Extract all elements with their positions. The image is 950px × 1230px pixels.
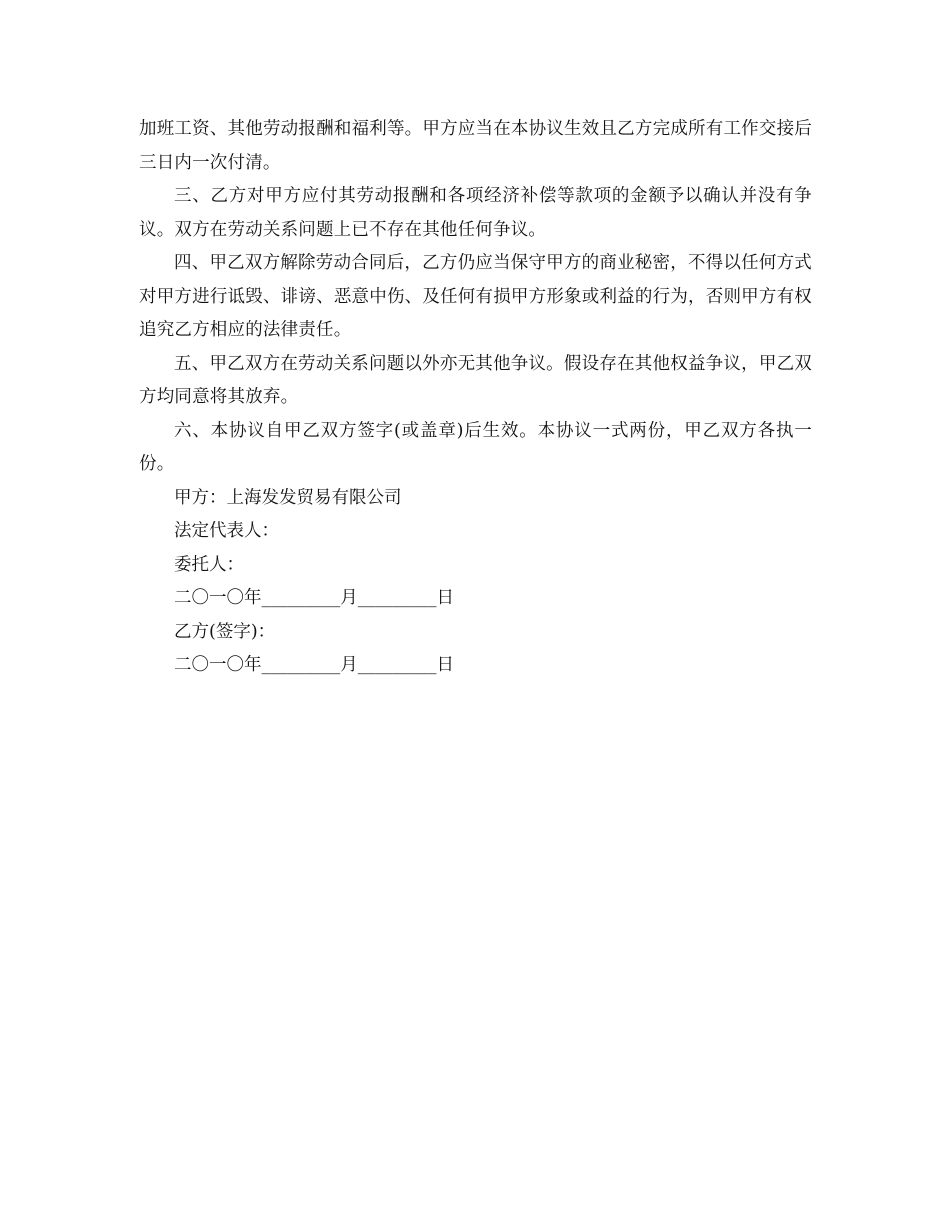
- party-a-line: 甲方：上海发发贸易有限公司: [174, 487, 402, 508]
- party-b-date-line: 二〇一〇年_________月_________日: [174, 655, 454, 675]
- paragraph-clause-3: 三、乙方对甲方应付其劳动报酬和各项经济补偿等款项的金额予以确认并没有争议。双方在劳动关系问题上已不存在其他任何争议。: [139, 186, 812, 240]
- legal-representative-line: 法定代表人：: [174, 521, 279, 541]
- agent-line: 委托人：: [174, 554, 244, 575]
- signature-block: [139, 482, 812, 683]
- paragraph-clause-5: 五、甲乙双方在劳动关系问题以外亦无其他争议。假设存在其他权益争议，甲乙双方均同意将其放弃。: [139, 353, 812, 407]
- party-a-date-line: 二〇一〇年_________月_________日: [174, 588, 454, 608]
- paragraph-continuation: 加班工资、其他劳动报酬和福利等。甲方应当在本协议生效且乙方完成所有工作交接后三日内一次付清。: [139, 119, 812, 173]
- paragraph-clause-6: 六、本协议自甲乙双方签字(或盖章)后生效。本协议一式两份，甲乙双方各执一份。: [139, 420, 812, 474]
- document-page: [139, 113, 812, 683]
- paragraph-clause-4: 四、甲乙双方解除劳动合同后，乙方仍应当保守甲方的商业秘密，不得以任何方式对甲方进行诋毁、诽谤、恶意中伤、及任何有损甲方形象或利益的行为，否则甲方有权追究乙方相应的法律责任。: [139, 253, 812, 340]
- party-b-line: 乙方(签字)：: [174, 621, 276, 642]
